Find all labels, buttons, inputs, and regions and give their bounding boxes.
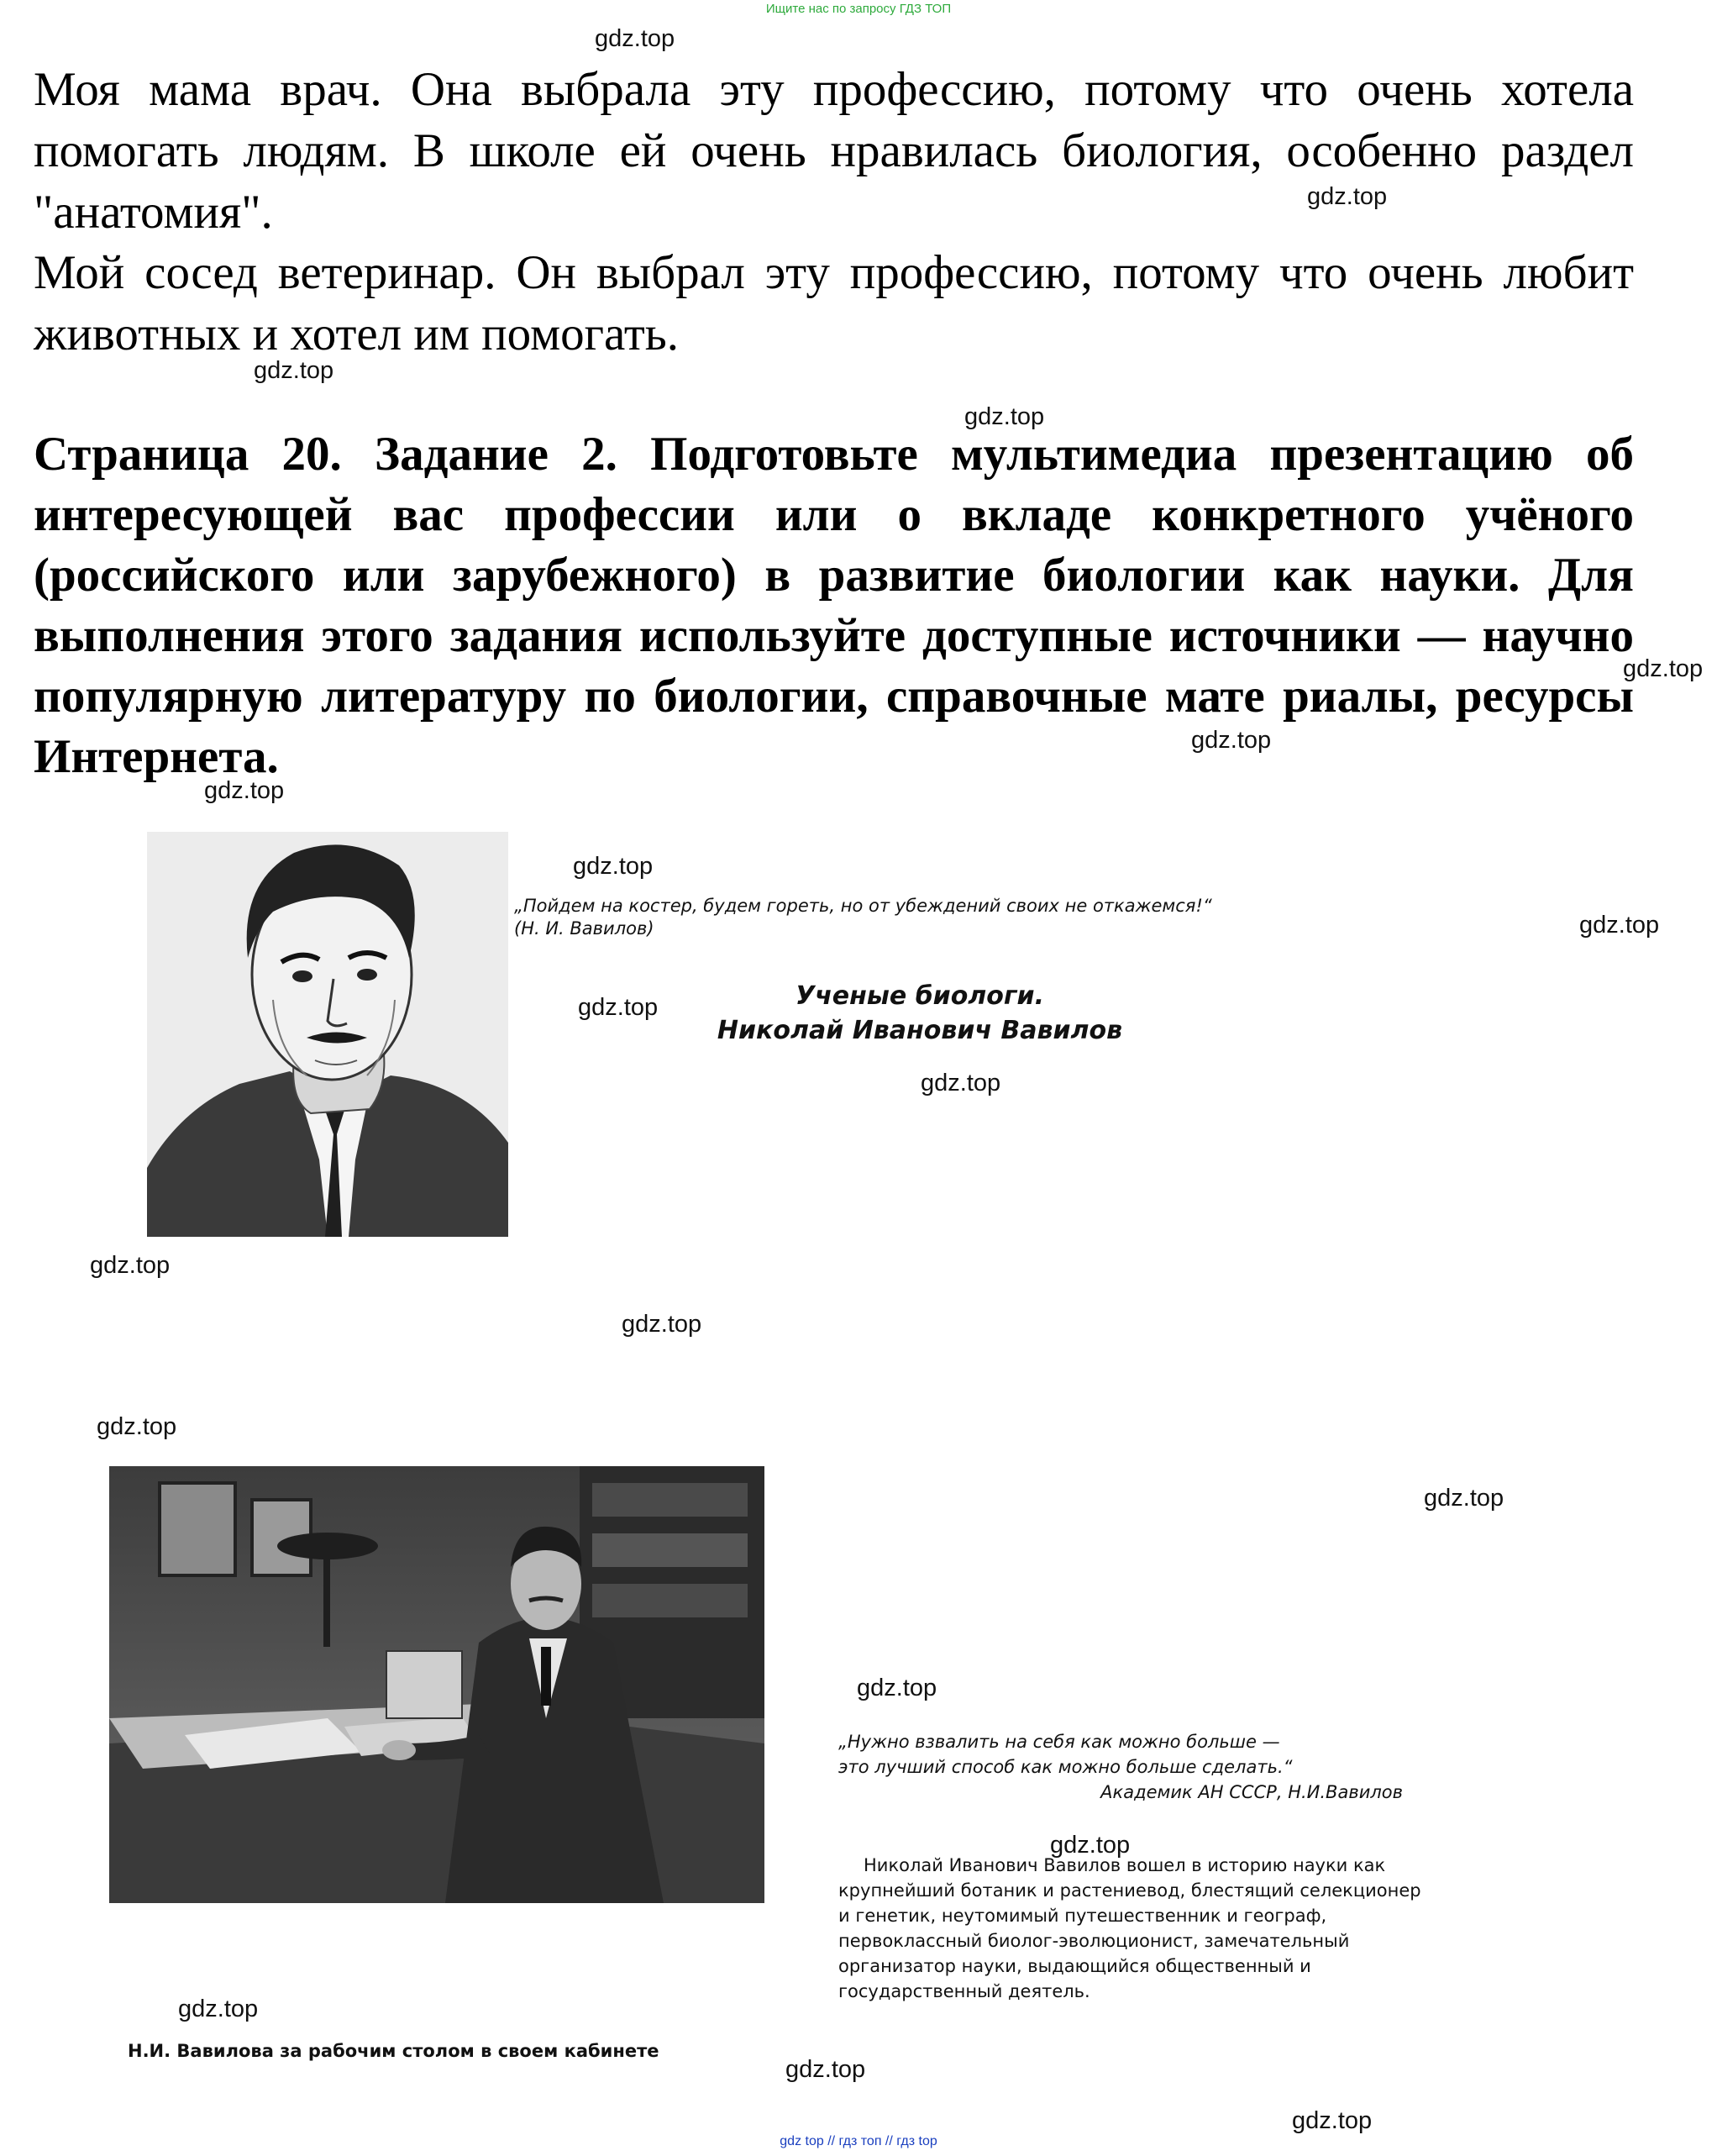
slide2-quote [838, 1729, 1443, 1805]
watermark: gdz.top [204, 777, 285, 804]
watermark: gdz.top [1623, 655, 1704, 682]
watermark: gdz.top [595, 25, 675, 52]
watermark: gdz.top [1292, 2107, 1373, 2134]
watermark: gdz.top [857, 1675, 937, 1701]
watermark: gdz.top [622, 1311, 702, 1338]
portrait-sketch-drawing [147, 832, 508, 1237]
slide1-title-line2: Николай Иванович Вавилов [717, 1016, 1123, 1045]
slide2-quote-line1: „Нужно взвалить на себя как можно больше — [838, 1732, 1280, 1752]
portrait-sketch-image [147, 832, 508, 1237]
answer-paragraph-neighbor: Мой сосед ветеринар. Он выбрал эту профессию, потому что очень любит животных и хотел им помогать. [34, 246, 1634, 360]
office-photo-image [109, 1466, 764, 1903]
answer-paragraph-mother: Моя мама врач. Она выбрала эту профессию, потому что очень хотела помогать людям. В школе ей очень нравилась биология, особенно раздел "анатомия". [34, 63, 1634, 239]
slide2-bio: Николай Иванович Вавилов вошел в историю науки как крупнейший ботаник и растениевод, блестящий селекционер и генетик, неутомимый путешественник и географ, первоклассный биолог-эволюционист, замечательный организатор науки, выдающийся общественный и государственный деятель. [838, 1855, 1421, 2001]
watermark: gdz.top [1191, 727, 1272, 754]
slide2-quote-author: Академик АН СССР, Н.И.Вавилов [1100, 1782, 1403, 1802]
watermark: gdz.top [254, 357, 334, 384]
slide1-title-line1: Ученые биологи. [795, 981, 1044, 1011]
slide2-quote-line2: это лучший способ как можно больше сделать.“ [838, 1757, 1293, 1777]
slide1-title [647, 979, 1193, 1048]
watermark: gdz.top [573, 853, 654, 880]
watermark: gdz.top [964, 403, 1045, 430]
footer-note: gdz top // гдз топ // гдз top [780, 2134, 937, 2148]
watermark: gdz.top [90, 1252, 171, 1279]
watermark: gdz.top [1579, 912, 1660, 939]
watermark: gdz.top [97, 1413, 177, 1440]
photo-caption: Н.И. Вавилова за рабочим столом в своем кабинете [128, 2041, 659, 2061]
watermark: gdz.top [178, 1996, 259, 2022]
watermark: gdz.top [578, 994, 659, 1021]
watermark: gdz.top [921, 1070, 1001, 1096]
slide1-quote: „Пойдем на костер, будем гореть, но от убеждений своих не откажемся!“ (Н. И. Вавилов) [514, 896, 1212, 939]
task-heading: Страница 20. Задание 2. Подготовьте мультимедиа презентацию об интересующей вас профессии или о вкладе конкретного учёного (российского или зарубежного) в развитие биологии как науки. Для выполнения этого задания используйте доступные источники — научно популярную литературу по биологии, справочные мате риалы, ресурсы Интернета. [34, 428, 1634, 783]
office-photo-drawing [109, 1466, 764, 1903]
watermark: gdz.top [1424, 1485, 1504, 1512]
watermark: gdz.top [785, 2056, 866, 2083]
watermark: gdz.top [1050, 1832, 1131, 1859]
watermark: gdz.top [1307, 183, 1388, 210]
header-note: Ищите нас по запросу ГДЗ ТОП [765, 2, 952, 16]
